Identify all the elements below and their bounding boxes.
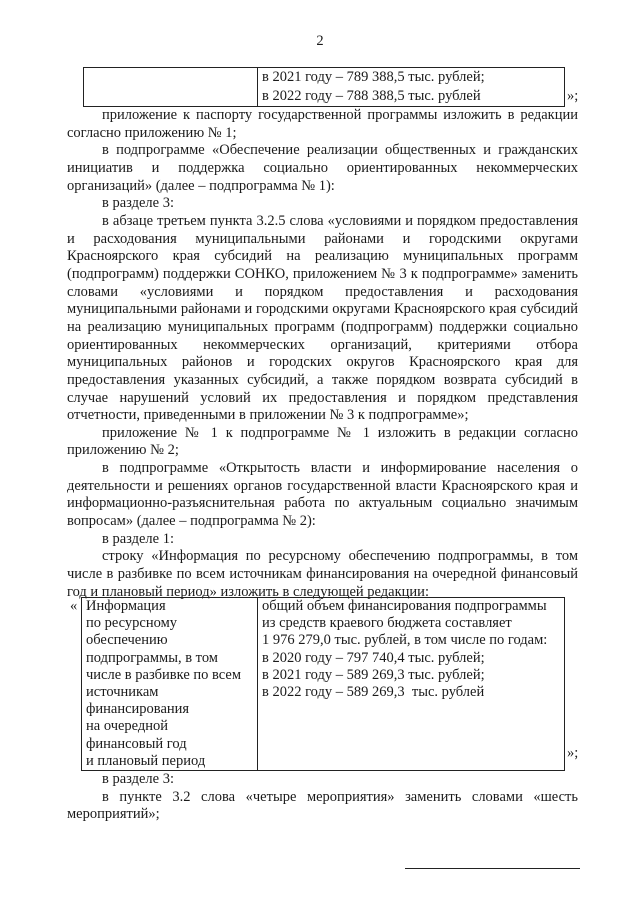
label-line: и плановый период bbox=[86, 752, 206, 769]
label-line: по ресурсному bbox=[86, 615, 178, 632]
label-line: числе в разбивке по всем bbox=[86, 666, 242, 683]
paragraph: в подпрограмме «Обеспечение реализации общественных и гражданских инициатив и поддержка социально ориентированных некоммерческих организаций» (далее – подпрограмма № 1): bbox=[67, 142, 578, 194]
top-continuation-table bbox=[83, 67, 565, 107]
amount-line-2021: в 2021 году – 789 388,5 тыс. рублей; bbox=[262, 69, 485, 85]
page-number: 2 bbox=[316, 33, 324, 49]
closing-quote: »; bbox=[567, 745, 579, 761]
label-line: Информация bbox=[86, 598, 166, 614]
table-cell-amounts bbox=[258, 68, 565, 107]
paragraph: приложение к паспорту государственной программы изложить в редакции согласно приложению № 1; bbox=[67, 107, 578, 141]
label-line: источникам bbox=[86, 684, 159, 701]
closing-quote: »; bbox=[567, 88, 579, 104]
label-line: финансирования bbox=[86, 701, 190, 718]
resource-info-table bbox=[81, 597, 565, 771]
table-cell-label bbox=[82, 598, 258, 771]
value-line: общий объем финансирования подпрограммы bbox=[262, 598, 547, 614]
paragraph: в абзаце третьем пункта 3.2.5 слова «условиями и порядком предоставления и расходования муниципальными районами и городскими округами Красноярского края субсидий на реализацию муниципальных программ (подпрограмм) поддержки СОНКО, приложением № 3 к подпрограмме» заменить словами «условиями и порядком предоставления и расходования муниципальными районами и городскими округами Красноярского края субсидий на реализацию муниципальных программ (подпрограмм) поддержки социально ориентированных некоммерческих организаций, критериями отбора муниципальных районов и городских округов Красноярского края для предоставления указанных субсидий, а также порядком возврата субсидий в случае нарушений условий их предоставления и порядком представления отчетности, приведенными в приложении № 3 к подпрограмме»; bbox=[67, 212, 578, 424]
table-cell-value bbox=[258, 598, 565, 771]
label-line: подпрограммы, в том bbox=[86, 649, 218, 666]
document-body bbox=[67, 107, 578, 601]
value-line: в 2022 году – 589 269,3 тыс. рублей bbox=[262, 684, 485, 701]
opening-quote: « bbox=[70, 598, 78, 614]
paragraph: в разделе 3: bbox=[102, 195, 175, 212]
document-tail bbox=[67, 771, 578, 824]
table-cell-empty bbox=[84, 68, 258, 107]
paragraph: в разделе 3: bbox=[102, 771, 175, 787]
label-line: на очередной bbox=[86, 718, 169, 735]
amount-line-2022: в 2022 году – 788 388,5 тыс. рублей bbox=[262, 88, 481, 104]
paragraph: в разделе 1: bbox=[102, 530, 175, 547]
footer-divider bbox=[405, 868, 580, 869]
label-line: финансовый год bbox=[86, 735, 187, 752]
paragraph: приложение № 1 к подпрограмме № 1 изложить в редакции согласно приложению № 2; bbox=[67, 424, 578, 459]
value-line: в 2021 году – 589 269,3 тыс. рублей; bbox=[262, 666, 485, 683]
paragraph: в пункте 3.2 слова «четыре мероприятия» заменить словами «шесть мероприятий»; bbox=[67, 788, 578, 822]
value-line: 1 976 279,0 тыс. рублей, в том числе по годам: bbox=[262, 632, 548, 649]
value-line: из средств краевого бюджета составляет bbox=[262, 615, 512, 632]
paragraph: строку «Информация по ресурсному обеспечению подпрограммы, в том числе в разбивке по всем источникам финансирования на очередной финансовый год и плановый период» изложить в следующей редакции: bbox=[67, 548, 578, 600]
label-line: обеспечению bbox=[86, 632, 168, 649]
paragraph: в подпрограмме «Открытость власти и информирование населения о деятельности и решениях органов государственной власти Красноярского края и информационно-разъяснительная работа по актуальным социально значимым вопросам» (далее – подпрограмма № 2): bbox=[67, 460, 578, 530]
value-line: в 2020 году – 797 740,4 тыс. рублей; bbox=[262, 649, 485, 666]
